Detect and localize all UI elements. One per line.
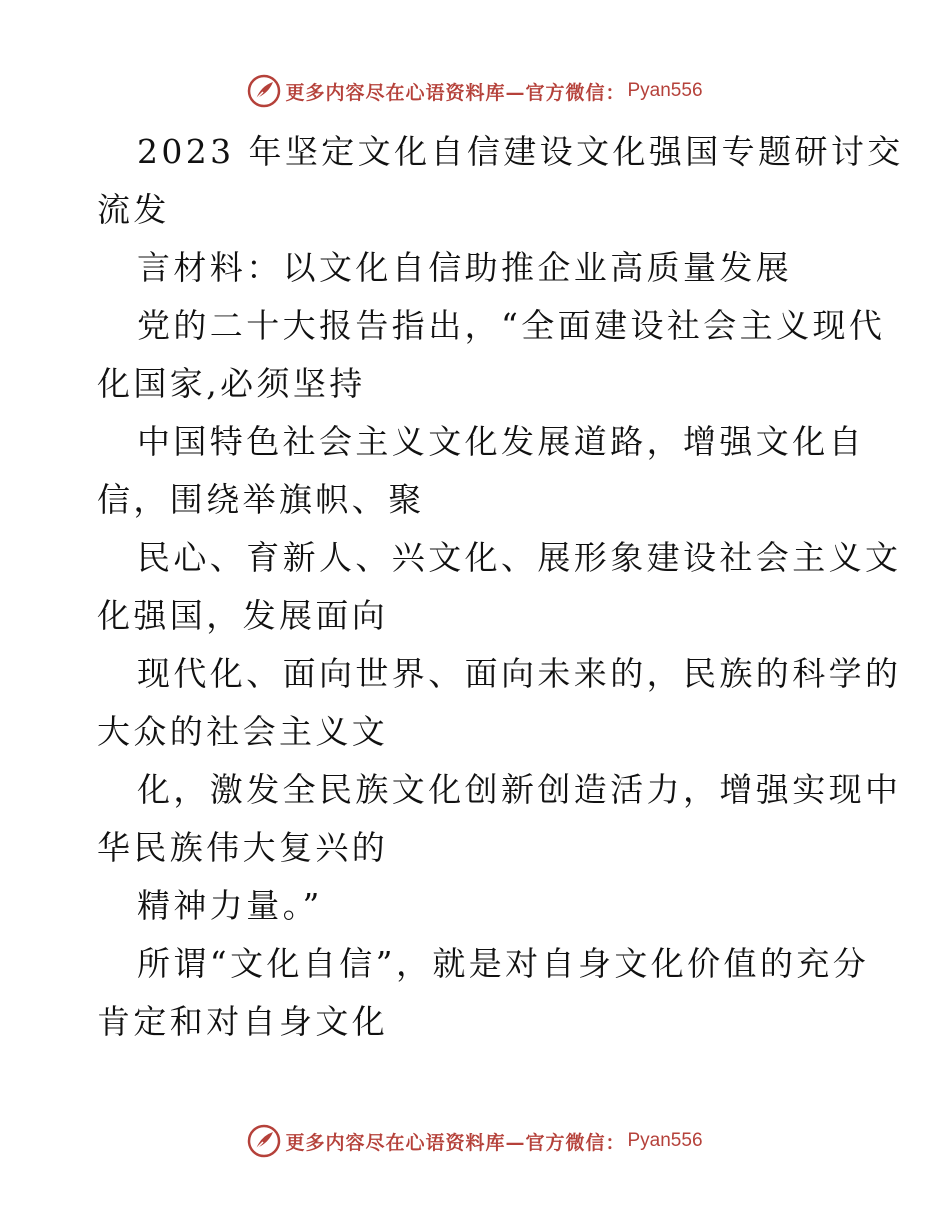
footer-watermark bbox=[0, 1121, 950, 1161]
text-line: 言材料：以文化自信助推企业高质量发展 bbox=[137, 248, 793, 287]
text-line: 现代化、面向世界、面向未来的，民族的科学的 bbox=[137, 654, 902, 693]
text-line: 所谓“文化自信”，就是对自身文化价值的充分 bbox=[137, 944, 870, 983]
text-line: 精神力量。” bbox=[137, 886, 323, 925]
watermark-text: 更多内容尽在心语资料库—官方微信： bbox=[285, 81, 626, 104]
text-line: 民心、育新人、兴文化、展形象建设社会主义文 bbox=[137, 538, 902, 577]
text-line: 肯定和对自身文化 bbox=[97, 1002, 389, 1041]
watermark-text: 更多内容尽在心语资料库—官方微信： bbox=[285, 1131, 626, 1154]
text-line: 大众的社会主义文 bbox=[97, 712, 389, 751]
header-watermark bbox=[0, 71, 950, 111]
text-line: 华民族伟大复兴的 bbox=[97, 828, 389, 867]
text-line: 流发 bbox=[97, 190, 170, 229]
text-line: 化国家,必须坚持 bbox=[97, 364, 366, 403]
text-line: 中国特色社会主义文化发展道路，增强文化自 bbox=[137, 422, 865, 461]
watermark-wechat-id: Pyan556 bbox=[627, 1130, 703, 1151]
text-line: 化，激发全民族文化创新创造活力，增强实现中 bbox=[137, 770, 902, 809]
quill-logo-icon bbox=[247, 1124, 281, 1158]
text-line: 信，围绕举旗帜、聚 bbox=[97, 480, 425, 519]
document-body bbox=[97, 123, 904, 1051]
quill-logo-icon bbox=[247, 74, 281, 108]
text-line: 党的二十大报告指出，“全面建设社会主义现代 bbox=[137, 306, 886, 345]
text-line: 2023 年坚定文化自信建设文化强国专题研讨交 bbox=[137, 132, 904, 171]
watermark-wechat-id: Pyan556 bbox=[627, 80, 703, 101]
text-line: 化强国，发展面向 bbox=[97, 596, 389, 635]
